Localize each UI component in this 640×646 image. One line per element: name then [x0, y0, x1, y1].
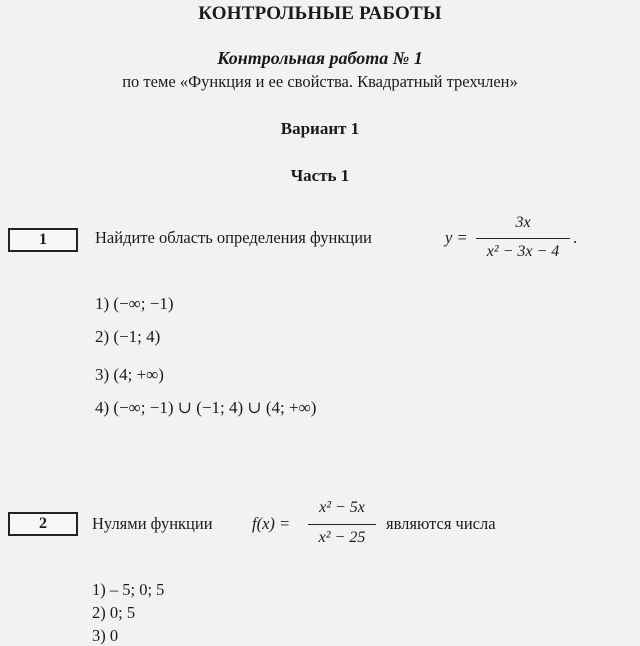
document-title: КОНТРОЛЬНЫЕ РАБОТЫ [198, 3, 442, 24]
question-2-suffix: являются числа [386, 514, 496, 533]
question-1-period: . [573, 228, 578, 247]
question-2-text: Нулями функции [92, 514, 213, 533]
question-1-option-4: 4) (−∞; −1) ∪ (−1; 4) ∪ (4; +∞) [95, 398, 317, 417]
question-1-number: 1 [8, 228, 78, 252]
question-1-option-1: 1) (−∞; −1) [95, 294, 174, 313]
test-title: Контрольная работа № 1 [217, 48, 423, 68]
question-1-text: Найдите область определения функции [95, 228, 372, 247]
question-2-numerator: x² − 5x [319, 499, 365, 516]
question-1-option-2: 2) (−1; 4) [95, 327, 161, 346]
question-2-lhs: f(x) = [252, 514, 291, 533]
question-2-number: 2 [8, 512, 78, 536]
question-2-option-3: 3) 0 [92, 626, 119, 645]
question-1-option-3: 3) (4; +∞) [95, 365, 164, 384]
question-1-lhs: y = [445, 228, 468, 247]
question-2-option-1: 1) – 5; 0; 5 [92, 580, 165, 599]
variant-heading: Вариант 1 [280, 119, 360, 138]
question-2-fraction-bar [308, 524, 376, 525]
question-1-denominator: x² − 3x − 4 [486, 243, 560, 260]
question-1-numerator: 3x [515, 214, 531, 231]
question-2-denominator: x² − 25 [318, 529, 366, 546]
question-1-fraction-bar [476, 238, 570, 239]
question-2-option-2: 2) 0; 5 [92, 603, 136, 622]
part-heading: Часть 1 [290, 166, 350, 185]
test-topic: по теме «Функция и ее свойства. Квадратный трехчлен» [122, 72, 518, 91]
